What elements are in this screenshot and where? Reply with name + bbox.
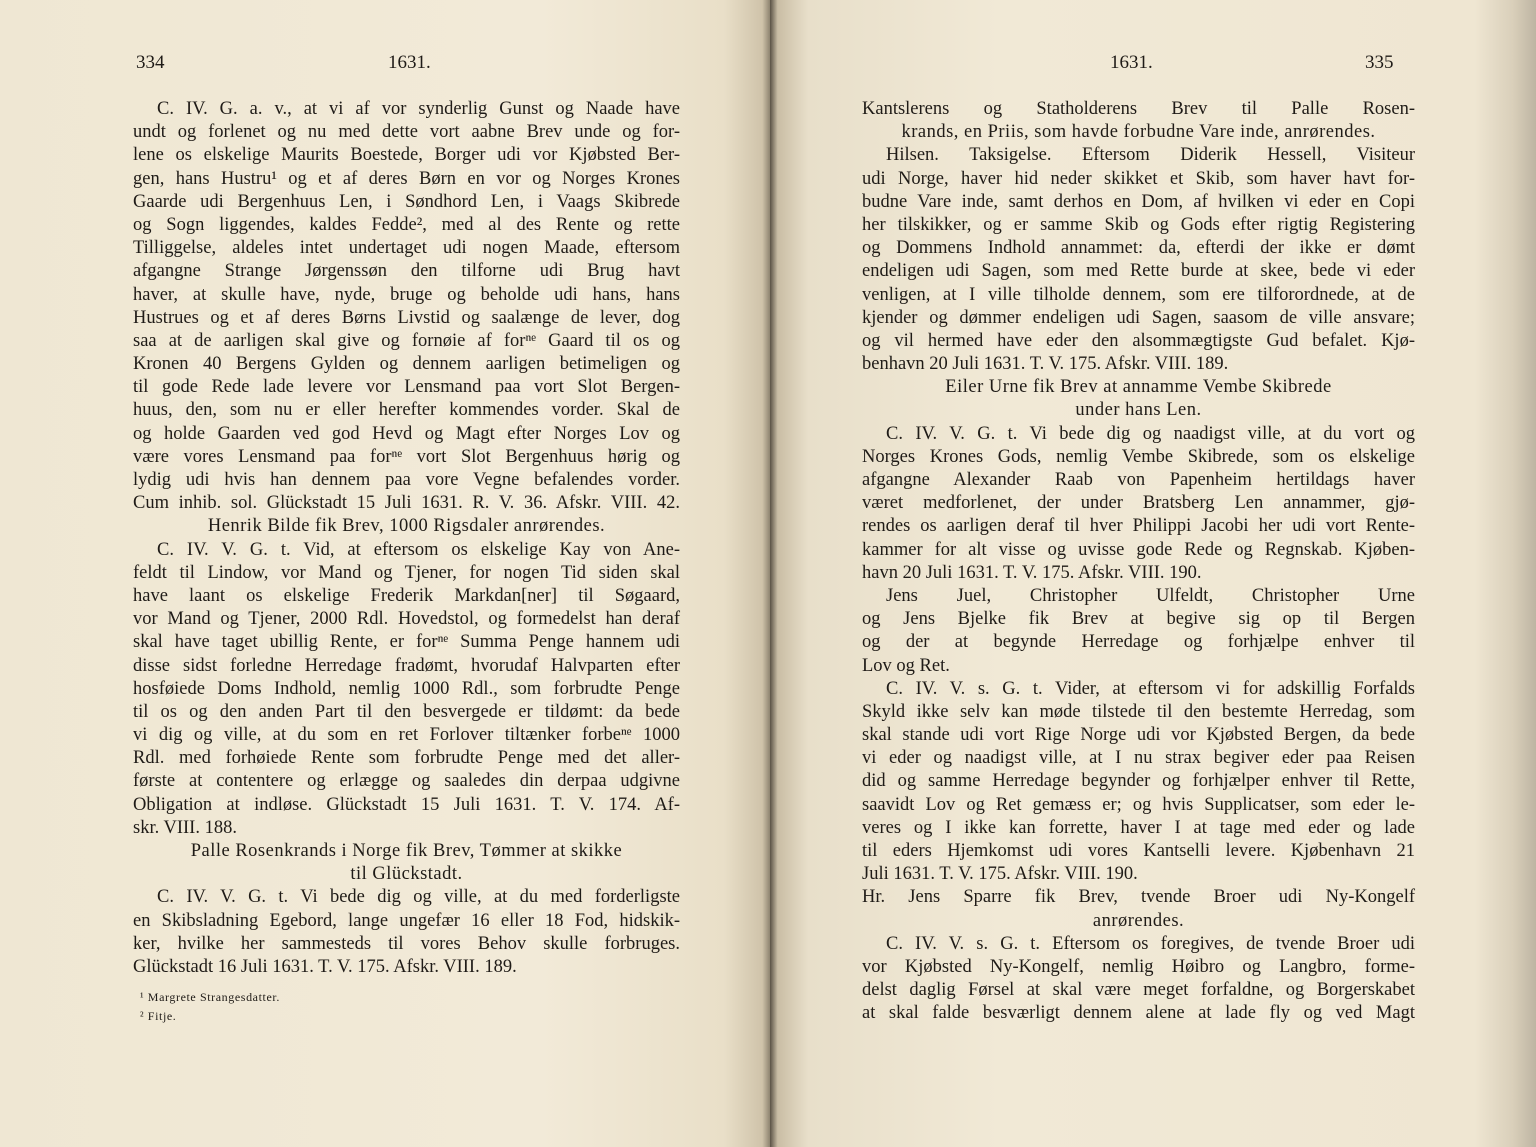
text-line: veres og I ikke kan forrette, haver I at tage med eder og lade [862, 817, 1415, 838]
page-number: 335 [1365, 52, 1394, 73]
text-line: Gaarde udi Bergenhuus Len, i Søndhord Len, i Vaags Skibrede [133, 191, 680, 212]
text-line: endeligen udi Sagen, som med Rette burde at skee, bede vi eder [862, 261, 1415, 282]
text-line: Kantslerens og Statholderens Brev til Palle Rosen- [862, 99, 1415, 119]
text-line: gen, hans Hustru¹ og et af deres Børn en vor og Norges Krones [133, 168, 680, 189]
text-line: haver, at skulle have, nyde, bruge og beholde udi hans, hans [133, 284, 680, 305]
text-line: og vil hermed have eder den alsommægtigste Gud befalet. Kjø- [862, 330, 1415, 351]
text-line: Cum inhib. sol. Glückstadt 15 Juli 1631. R. V. 36. Afskr. VIII. 42. [133, 493, 680, 514]
text-line: delst daglig Førsel at skal være meget forfaldne, og Borgerskabet [862, 980, 1415, 1001]
text-line: være vores Lensmand paa forⁿᵉ vort Slot Bergenhuus hørig og [133, 446, 680, 467]
text-line: Hilsen. Taksigelse. Eftersom Diderik Hessell, Visiteur [886, 145, 1415, 166]
text-line: C. IV. V. s. G. t. Vider, at eftersom vi for adskillig Forfalds [886, 678, 1415, 699]
text-line: og holde Gaarden ved god Hevd og Magt efter Norges Lov og [133, 423, 680, 444]
text-line: skal stande udi vort Rige Norge udi vor Kjøbsted Bergen, da bede [862, 725, 1415, 746]
text-line: C. IV. G. a. v., at vi af vor synderlig Gunst og Naade have [157, 99, 680, 119]
entry-heading-line: anrørendes. [1092, 910, 1185, 931]
text-line: Lov og Ret. [862, 655, 950, 676]
page-number: 334 [136, 52, 165, 73]
footnote: ¹ Margrete Strangesdatter. [140, 990, 280, 1004]
text-line: Rdl. med forhøiede Rente som forbrudte Penge med det aller- [133, 748, 680, 769]
text-line: vor Mand og Tjener, 2000 Rdl. Hovedstol, og formedelst han deraf [133, 609, 680, 630]
running-head: 1631. [388, 52, 431, 73]
text-line: ker, hvilke her sammesteds til vores Behov skulle forbruges. [133, 933, 680, 954]
entry-heading-line: krands, en Priis, som havde forbudne Vare inde, anrørendes. [901, 122, 1376, 143]
text-line: afgangne Alexander Raab von Papenheim hertildags haver [862, 470, 1415, 490]
text-line: C. IV. V. s. G. t. Eftersom os foregives, de tvende Broer udi [886, 933, 1415, 954]
right-page [770, 0, 1536, 1147]
entry-heading-line: Eiler Urne fik Brev at annamme Vembe Skibrede [945, 377, 1332, 398]
body-text [862, 98, 1415, 1026]
text-line: huus, den, som nu er eller herefter kommendes vorder. Skal de [133, 400, 680, 421]
text-line: lene os elskelige Maurits Boestede, Borger udi vor Kjøbsted Ber- [133, 145, 680, 166]
text-line: Hr. Jens Sparre fik Brev, tvende Broer udi Ny-Kongelf [862, 887, 1415, 908]
text-line: skal have taget ubillig Rente, er forⁿᵉ Summa Penge hannem udi [133, 632, 680, 653]
text-line: været medforlenet, der under Bratsberg Len annammer, gjø- [862, 493, 1415, 514]
text-line: til eders Hjemkomst udi vores Kantselli levere. Kjøbenhavn 21 [862, 841, 1415, 861]
text-line: skr. VIII. 188. [133, 817, 237, 838]
text-line: disse sidst forledne Herredage fradømt, hvorudaf Halvparten efter [133, 655, 680, 676]
text-line: undt og forlenet og nu med dette vort aabne Brev unde og for- [133, 122, 680, 143]
text-line: Norges Krones Gods, nemlig Vembe Skibrede, som os elskelige [862, 446, 1415, 467]
text-line: vor Kjøbsted Ny-Kongelf, nemlig Høibro og Langbro, forme- [862, 956, 1415, 977]
text-line: benhavn 20 Juli 1631. T. V. 175. Afskr. VIII. 189. [862, 354, 1229, 375]
text-line: vi eder og naadigst ville, at I nu strax begiver eder paa Reisen [862, 748, 1415, 769]
text-line: hosføiede Doms Indhold, nemlig 1000 Rdl., som forbrudte Penge [133, 678, 680, 699]
text-line: afgangne Strange Jørgenssøn den tilforne udi Brug havt [133, 261, 680, 282]
text-line: kammer for alt visse og uvisse gode Rede og Regnskab. Kjøben- [862, 539, 1415, 560]
entry-heading-line: til Glückstadt. [350, 864, 463, 885]
entry-heading-line: under hans Len. [1075, 400, 1202, 421]
text-line: vi dig og ville, at du som en ret Forlover tiltænker forbeⁿᵉ 1000 [133, 725, 680, 746]
entry-heading-line: Palle Rosenkrands i Norge fik Brev, Tømmer at skikke [190, 841, 623, 861]
text-line: feldt til Lindow, vor Mand og Tjener, for nogen Tid siden skal [133, 562, 680, 583]
body-text [133, 98, 680, 979]
text-line: C. IV. V. G. t. Vi bede dig og naadigst ville, at du vort og [886, 423, 1415, 444]
text-line: did og samme Herredage begynder og forhjælper enhver til Rette, [862, 771, 1415, 792]
text-line: C. IV. V. G. t. Vi bede dig og ville, at du med forderligste [157, 887, 680, 908]
text-line: og Sogn liggendes, kaldes Fedde², med al des Rente og rette [133, 214, 680, 235]
text-line: og Jens Bjelke fik Brev at begive sig op til Bergen [862, 609, 1415, 630]
running-head: 1631. [1110, 52, 1153, 73]
text-line: Skyld ikke selv kan møde tilstede til den bestemte Herredag, som [862, 701, 1415, 722]
text-line: udi Norge, haver hid neder skikket et Skib, som haver havt for- [862, 168, 1415, 189]
text-line: saavidt Lov og Ret gemæss er; og hvis Supplicatser, som eder le- [862, 794, 1415, 815]
text-line: Jens Juel, Christopher Ulfeldt, Christopher Urne [886, 585, 1415, 606]
text-line: og Dommens Indhold annammet: da, efterdi der ikke er dømt [862, 238, 1415, 259]
text-line: til os og den anden Part til den besvergede er tildømt: da bede [133, 701, 680, 722]
text-line: Hustrues og et af deres Børns Livstid og saalænge de lever, dog [133, 307, 680, 328]
text-line: budne Vare inde, samt derhos en Dom, af hvilken vi eder en Copi [862, 191, 1415, 212]
text-line: have laant os elskelige Frederik Markdan[ner] til Søgaard, [133, 585, 680, 606]
text-line: lydig udi hvis han dennem paa vore Vegne befalendes vorder. [133, 470, 680, 490]
text-line: havn 20 Juli 1631. T. V. 175. Afskr. VIII. 190. [862, 562, 1202, 583]
text-line: første at contentere og erlægge og saaledes din derpaa udgivne [133, 771, 680, 792]
text-line: C. IV. V. G. t. Vid, at eftersom os elskelige Kay von Ane- [157, 539, 680, 560]
text-line: en Skibsladning Egebord, lange ungefær 16 eller 18 Fod, hidskik- [133, 910, 680, 931]
text-line: at skal falde besværligt dennem alene at lade fly og ved Magt [862, 1003, 1415, 1024]
text-line: saa at de aarligen skal give og fornøie af forⁿᵉ Gaard til os og [133, 330, 680, 351]
text-line: Tilliggelse, aldeles intet undertaget udi nogen Maade, eftersom [133, 238, 680, 259]
text-line: Kronen 40 Bergens Gylden og dennem aarligen betimeligen og [133, 354, 680, 375]
text-line: her tilskikker, og er samme Skib og Gods efter rigtig Registering [862, 214, 1415, 235]
text-line: til gode Rede lade levere vor Lensmand paa vort Slot Bergen- [133, 377, 680, 398]
text-line: Glückstadt 16 Juli 1631. T. V. 175. Afskr. VIII. 189. [133, 956, 517, 977]
text-line: Obligation at indløse. Glückstadt 15 Juli 1631. T. V. 174. Af- [133, 794, 680, 815]
footnote: ² Fitje. [140, 1009, 177, 1023]
text-line: venligen, at I ville tilholde dennem, som ere tilforordnede, at de [862, 284, 1415, 305]
text-line: og der at begynde Herredage og forhjælpe enhver til [862, 632, 1415, 653]
text-line: rendes os aarligen deraf til hver Philippi Jacobi her udi vort Rente- [862, 516, 1415, 537]
text-line: Juli 1631. T. V. 175. Afskr. VIII. 190. [862, 864, 1138, 885]
entry-heading-line: Henrik Bilde fik Brev, 1000 Rigsdaler anrørendes. [207, 516, 606, 537]
text-line: kjender og dømmer endeligen udi Sagen, saasom de ville ansvare; [862, 307, 1415, 328]
